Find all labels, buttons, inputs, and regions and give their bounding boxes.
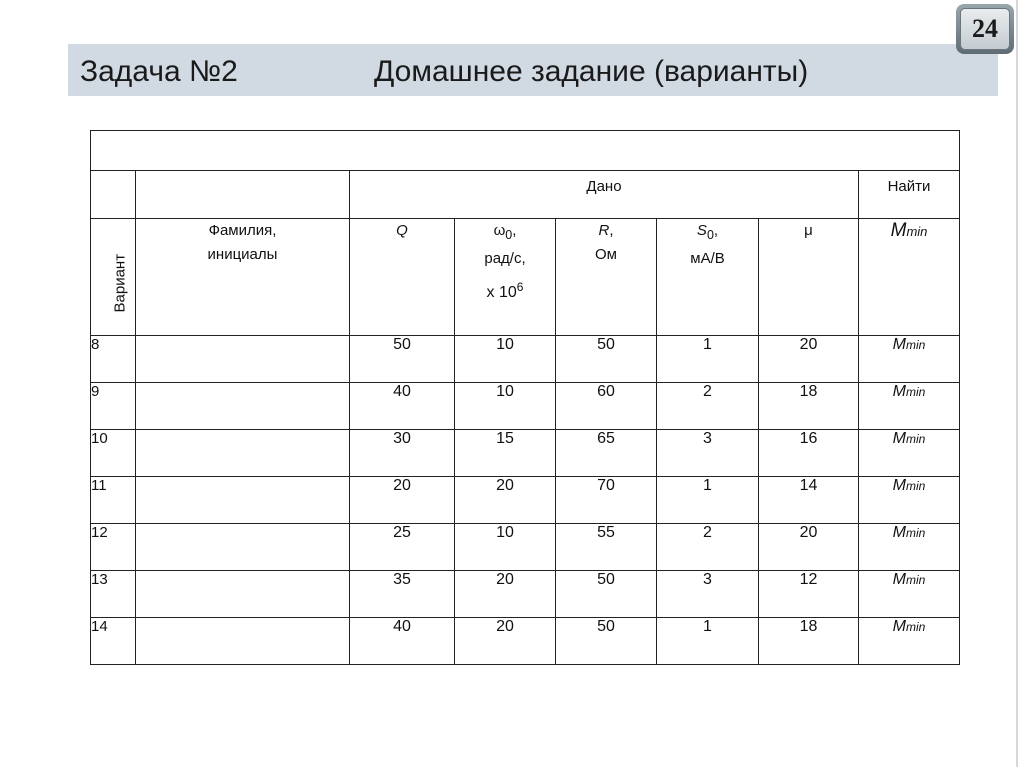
cell-m-sub: min [905, 385, 926, 399]
table-row [91, 524, 960, 571]
group-find-label: Найти [887, 178, 931, 195]
header-mu-symbol: μ [804, 222, 813, 239]
cell-mu: 14 [759, 477, 859, 524]
cell-r: 65 [556, 430, 657, 477]
header-m-sub: min [906, 224, 928, 239]
group-find-cell [859, 171, 960, 219]
header-omega-comma: , [512, 222, 517, 239]
table-row [91, 477, 960, 524]
cell-m-sub: min [905, 432, 926, 446]
cell-m-symbol: M [892, 383, 906, 400]
header-omega-sub: 0 [505, 228, 513, 242]
cell-r: 70 [556, 477, 657, 524]
header-name-line2: инициалы [207, 246, 278, 263]
task-label: Задача №2 [80, 55, 238, 88]
cell-omega: 10 [455, 524, 556, 571]
header-s [657, 219, 759, 336]
cell-m [859, 477, 960, 524]
table-row [91, 336, 960, 383]
cell-omega: 10 [455, 383, 556, 430]
cell-name [136, 618, 350, 665]
cell-q: 50 [350, 336, 455, 383]
cell-s: 2 [657, 383, 759, 430]
cell-q: 30 [350, 430, 455, 477]
cell-mu: 20 [759, 524, 859, 571]
cell-omega: 15 [455, 430, 556, 477]
header-m-symbol: M [890, 220, 907, 241]
cell-r: 60 [556, 383, 657, 430]
cell-omega: 10 [455, 336, 556, 383]
cell-m-symbol: M [892, 571, 906, 588]
cell-variant: 12 [91, 524, 136, 571]
header-r-symbol: R [598, 222, 610, 239]
table-row [91, 618, 960, 665]
cell-m-symbol: M [892, 618, 906, 635]
cell-variant: 9 [91, 383, 136, 430]
cell-m [859, 430, 960, 477]
table-top-cell [91, 131, 960, 171]
cell-name [136, 477, 350, 524]
cell-name [136, 430, 350, 477]
table-row [91, 430, 960, 477]
page-number-badge [956, 4, 1014, 54]
table-row [91, 571, 960, 618]
table-top-row [91, 131, 960, 171]
table-header-row [91, 219, 960, 336]
cell-q: 25 [350, 524, 455, 571]
cell-s: 3 [657, 430, 759, 477]
header-name-line1: Фамилия, [208, 222, 277, 239]
header-s-unit: мА/В [690, 250, 725, 267]
cell-m-sub: min [905, 338, 926, 352]
cell-m [859, 524, 960, 571]
header-omega-mult: x 10 [486, 284, 517, 301]
cell-s: 1 [657, 477, 759, 524]
cell-mu: 12 [759, 571, 859, 618]
header-omega-exp: 6 [516, 280, 524, 294]
cell-omega: 20 [455, 618, 556, 665]
cell-m [859, 571, 960, 618]
cell-name [136, 524, 350, 571]
cell-m-sub: min [905, 479, 926, 493]
header-s-symbol: S [696, 222, 707, 239]
header-q-symbol: Q [396, 222, 408, 239]
cell-q: 40 [350, 383, 455, 430]
group-empty-cell [91, 171, 136, 219]
cell-m [859, 383, 960, 430]
cell-r: 55 [556, 524, 657, 571]
group-empty-cell [136, 171, 350, 219]
cell-m-symbol: M [892, 524, 906, 541]
header-omega [455, 219, 556, 336]
cell-m-symbol: M [892, 336, 906, 353]
cell-omega: 20 [455, 571, 556, 618]
header-r [556, 219, 657, 336]
cell-name [136, 571, 350, 618]
cell-s: 1 [657, 618, 759, 665]
table-row [91, 383, 960, 430]
header-s-comma: , [713, 222, 719, 239]
cell-q: 40 [350, 618, 455, 665]
header-variant-label: Вариант [111, 253, 129, 313]
header-name [136, 219, 350, 336]
cell-m-sub: min [905, 573, 926, 587]
header-r-comma: , [609, 222, 614, 239]
cell-q: 20 [350, 477, 455, 524]
cell-m-sub: min [905, 620, 926, 634]
cell-variant: 8 [91, 336, 136, 383]
header-m [859, 219, 960, 336]
header-q [350, 219, 455, 336]
header-s-sub: 0 [706, 228, 714, 242]
variants-table [90, 130, 960, 665]
cell-mu: 18 [759, 618, 859, 665]
cell-variant: 10 [91, 430, 136, 477]
cell-variant: 13 [91, 571, 136, 618]
cell-variant: 14 [91, 618, 136, 665]
cell-s: 2 [657, 524, 759, 571]
slide-edge [1016, 0, 1018, 767]
cell-m-symbol: M [892, 477, 906, 494]
header-r-unit: Ом [595, 246, 617, 263]
table-group-row [91, 171, 960, 219]
cell-q: 35 [350, 571, 455, 618]
header-mu [759, 219, 859, 336]
cell-m [859, 336, 960, 383]
cell-r: 50 [556, 336, 657, 383]
cell-m [859, 618, 960, 665]
table-body [91, 336, 960, 665]
cell-name [136, 336, 350, 383]
header-omega-unit: рад/с, [484, 250, 526, 267]
cell-variant: 11 [91, 477, 136, 524]
page-number: 24 [960, 8, 1010, 50]
group-given-label: Дано [586, 178, 622, 195]
cell-mu: 18 [759, 383, 859, 430]
cell-s: 3 [657, 571, 759, 618]
cell-m-symbol: M [892, 430, 906, 447]
cell-mu: 16 [759, 430, 859, 477]
header-omega-symbol: ω [493, 222, 506, 239]
group-given-cell [350, 171, 859, 219]
cell-mu: 20 [759, 336, 859, 383]
cell-omega: 20 [455, 477, 556, 524]
cell-name [136, 383, 350, 430]
cell-r: 50 [556, 571, 657, 618]
header-variant [91, 219, 136, 336]
cell-s: 1 [657, 336, 759, 383]
cell-m-sub: min [905, 526, 926, 540]
page-title: Домашнее задание (варианты) [374, 55, 809, 88]
cell-r: 50 [556, 618, 657, 665]
